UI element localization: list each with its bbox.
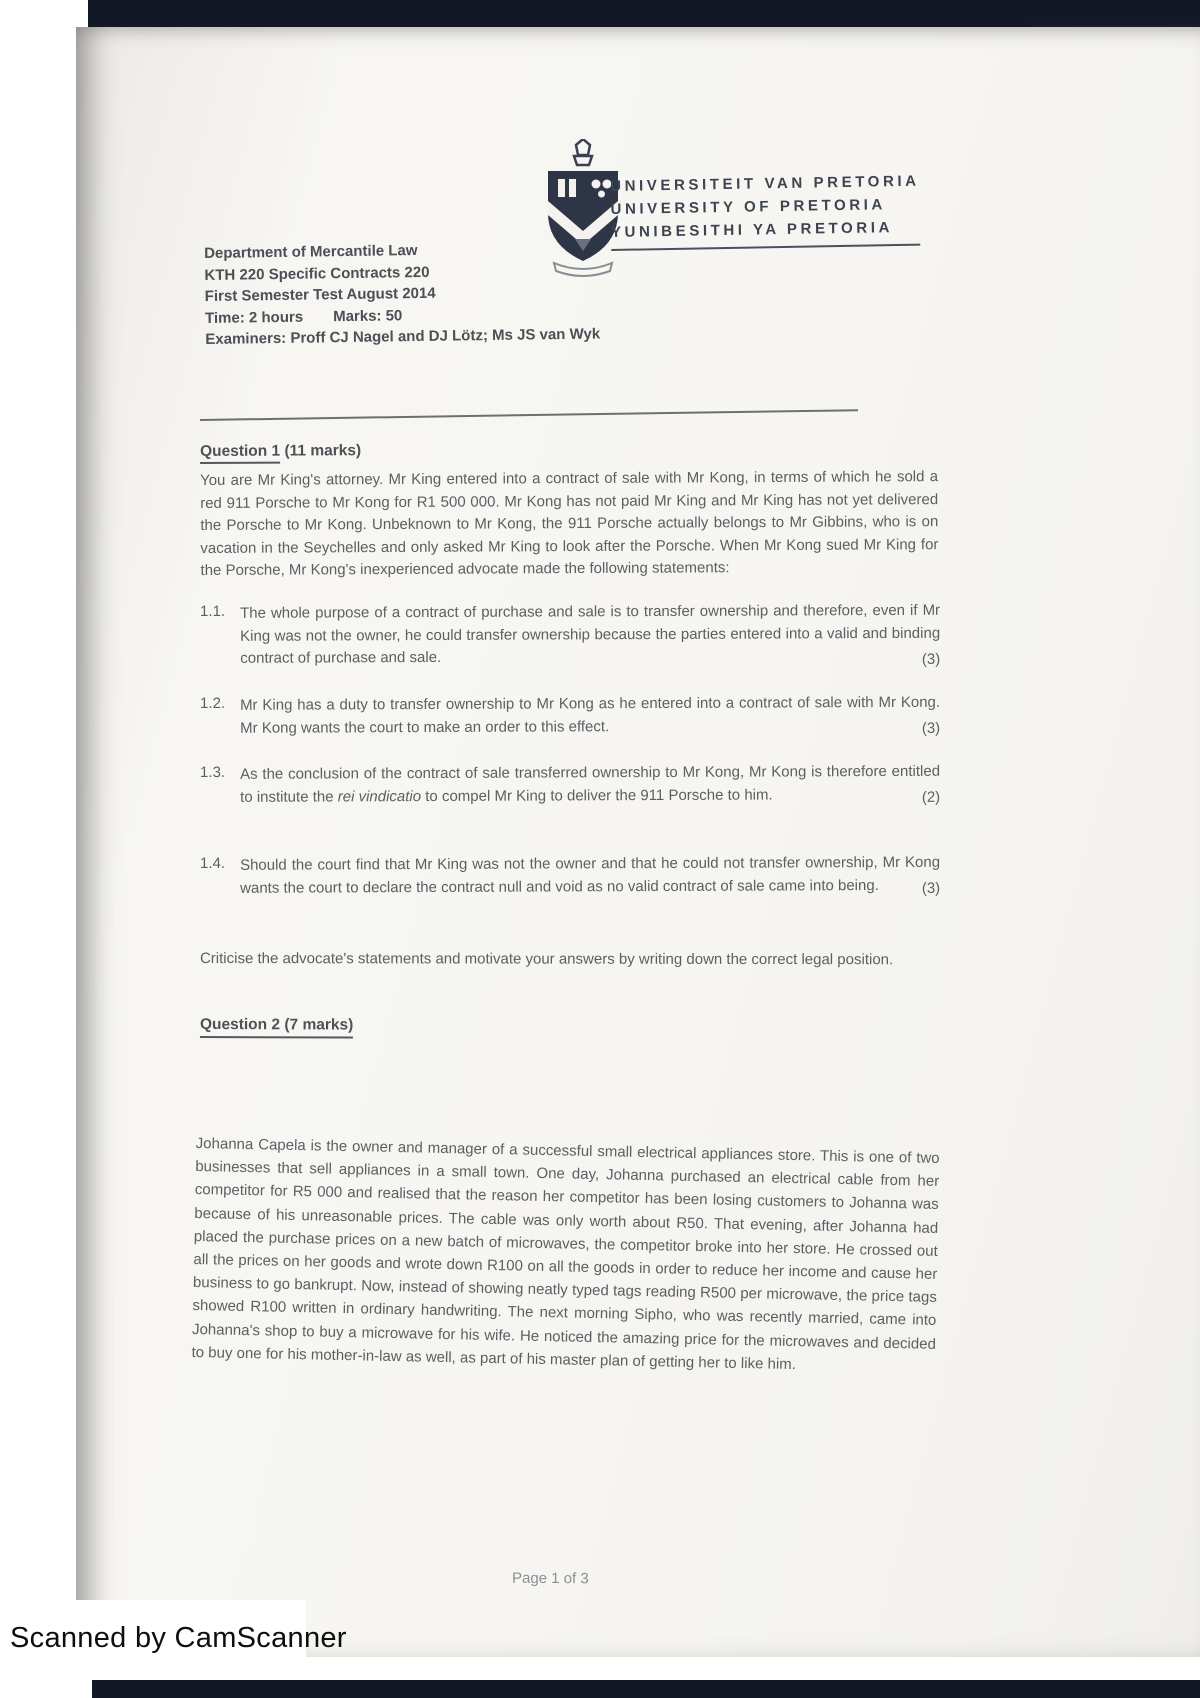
- question-item-1-1: [200, 600, 940, 671]
- header-divider-line: [200, 409, 858, 421]
- question-item-1-4: [200, 852, 940, 900]
- total-marks: Marks: 50: [333, 306, 403, 325]
- item-text: The whole purpose of a contract of purchase and sale is to transfer ownership and therefore, even if Mr King was not the owner, he could transfer ownership because the parties entered into a valid and binding contract of purchase and sale.: [240, 601, 941, 667]
- item-text: Should the court find that Mr King was not the owner and that he could not transfer ownership, Mr Kong wants the court to declare the contract null and void as no valid contract of sale came into being.: [240, 853, 941, 897]
- university-name-block: [610, 170, 921, 251]
- question1-instruction: Criticise the advocate's statements and motivate your answers by writing down the correct legal position.: [199, 950, 894, 969]
- scanner-bottom-bar: [92, 1680, 1200, 1698]
- question1-heading: [200, 442, 361, 461]
- question1-intro-paragraph: You are Mr King's attorney. Mr King entered into a contract of sale with Mr Kong, in terms of which he sold a red 911 Porsche to Mr Kong for R1 500 000. Mr Kong has not paid Mr King and Mr King has not yet delivered the Porsche to Mr Kong. Unbeknown to Mr Kong, the 911 Porsche actually belongs to Mr Gibbins, who is on vacation in the Seychelles and only asked Mr King to look after the Porsche. When Mr Kong sued Mr King for the Porsche, Mr Kong's inexperienced advocate made the following statements:: [200, 468, 939, 579]
- course-code: KTH 220 Specific Contracts 220: [204, 263, 430, 284]
- question2-heading: Question 2 (7 marks): [200, 1016, 353, 1039]
- test-title: First Semester Test August 2014: [204, 284, 436, 305]
- item-number: 1.3.: [200, 763, 226, 781]
- item-number: 1.2.: [200, 694, 226, 712]
- page-number: Page 1 of 3: [511, 1569, 589, 1588]
- item-number: 1.4.: [200, 854, 226, 872]
- item-text-latin-term: rei vindicatio: [337, 787, 422, 805]
- camscanner-watermark: Scanned by CamScanner: [10, 1622, 347, 1654]
- question-item-1-2: [200, 692, 940, 740]
- item-mark: (3): [921, 650, 941, 668]
- time-allowed: Time: 2 hours: [204, 308, 304, 327]
- question1-title: Question 1: [200, 443, 280, 464]
- item-number: 1.1.: [200, 602, 226, 620]
- examiners: Examiners: Proff CJ Nagel and DJ Lötz; Ms JS van Wyk: [205, 325, 601, 348]
- question-item-1-3: [200, 761, 940, 809]
- item-mark: (3): [921, 879, 941, 897]
- university-name-english: UNIVERSITY OF PRETORIA: [610, 196, 887, 218]
- item-text-before: As the conclusion of the contract of sale transferred ownership to Mr Kong, Mr Kong is therefore entitled to institute the: [240, 762, 941, 806]
- exam-header-block: [204, 237, 600, 350]
- item-text: [240, 761, 940, 809]
- university-name-sepedi: YUNIBESITHI YA PRETORIA: [610, 219, 894, 241]
- question1-marks: (11 marks): [280, 442, 362, 460]
- university-name-afrikaans: UNIVERSITEIT VAN PRETORIA: [610, 172, 920, 195]
- item-text-after: to compel Mr King to deliver the 911 Porsche to him.: [421, 786, 773, 805]
- question2-paragraph: Johanna Capela is the owner and manager of a successful small electrical appliances store. This is one of two businesses that sell appliances in a small town. One day, Johanna purchased an electrical cable from her competitor for R5 000 and realised that the reason her competitor has been losing customers to Johanna was because of his unreasonable prices. The cable was only worth about R50. That evening, after Johanna had placed the purchase prices on a new batch of microwaves, the competitor broke into her store. He crossed out all the prices on her goods and wrote down R100 on all the goods in order to reduce her income and cause her business to go bankrupt. Now, instead of showing neatly typed tags reading R500 per microwave, the price tags showed R100 written in ordinary handwriting. The next morning Sipho, who was recently married, came into Johanna's shop to buy a microwave for his wife. He noticed the amazing price for the microwaves and decided to buy one for his mother-in-law as well, as part of his master plan of getting her to like him.: [191, 1134, 940, 1373]
- item-text: Mr King has a duty to transfer ownership to Mr Kong as he entered into a contract of sale with Mr Kong. Mr Kong wants the court to make an order to this effect.: [240, 693, 941, 737]
- item-mark: (3): [921, 719, 941, 737]
- item-mark: (2): [921, 788, 941, 806]
- scanned-page: [76, 27, 1200, 1657]
- department-name: Department of Mercantile Law: [204, 242, 418, 262]
